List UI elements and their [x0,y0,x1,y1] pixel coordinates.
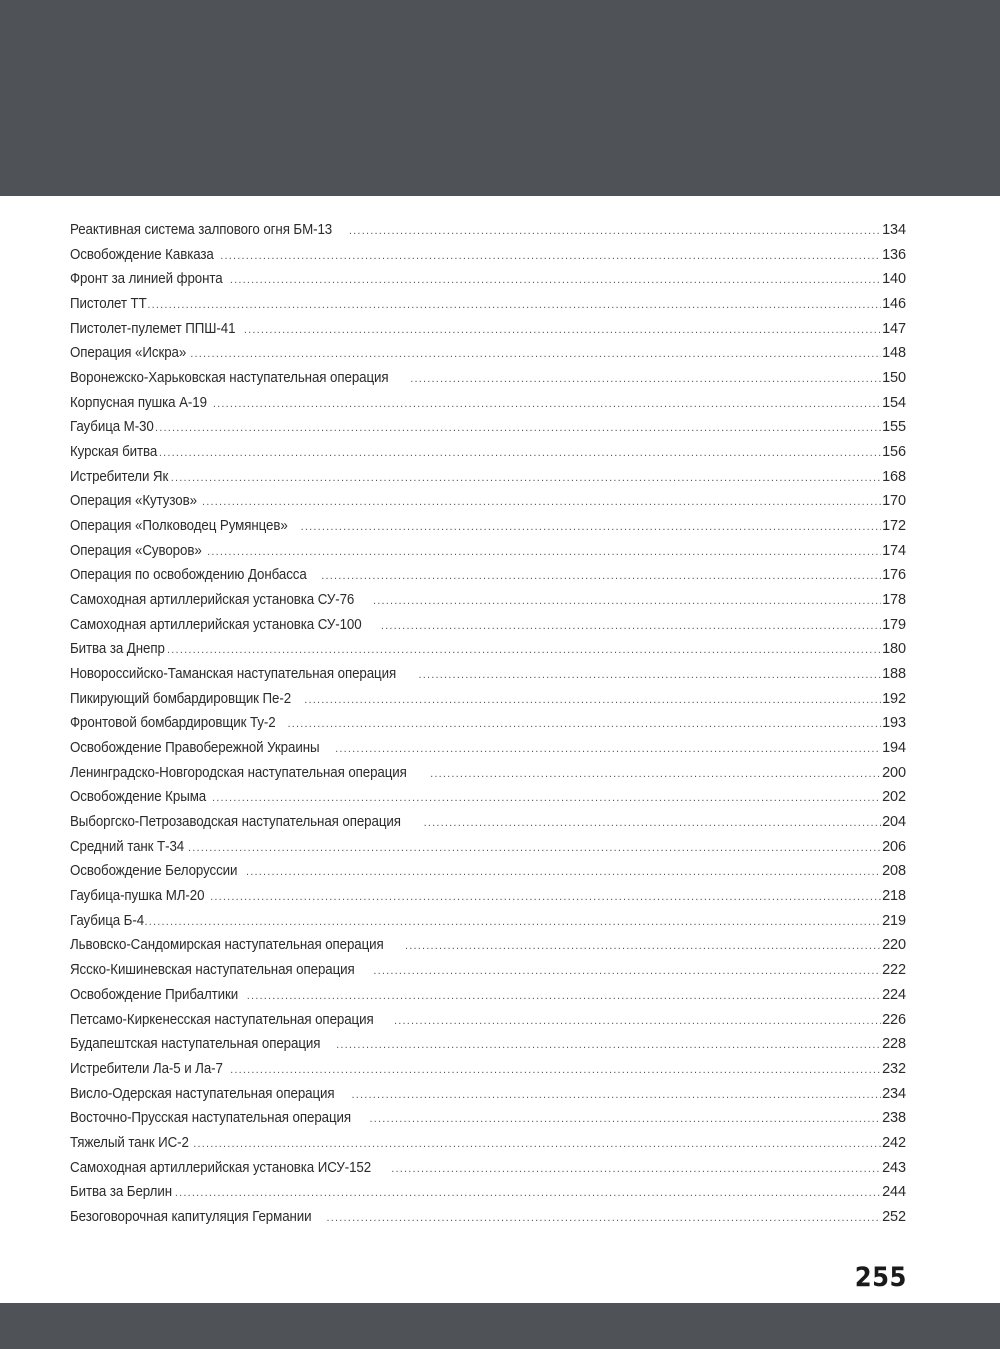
toc-dot-leader [147,299,881,311]
toc-entry-page: 200 [882,764,906,781]
toc-entry [70,469,906,494]
toc-entry-page: 202 [882,789,906,806]
toc-entry-page: 192 [882,690,906,707]
toc-dot-leader [246,866,881,878]
toc-entry-title: Самоходная артиллерийская установка СУ-76 [70,592,355,609]
toc-entry-page: 180 [882,641,906,658]
toc-dot-leader [430,768,881,780]
toc-entry [70,222,906,247]
toc-entry-page: 226 [882,1011,906,1028]
toc-entry-page: 219 [882,912,906,929]
toc-entry-page: 228 [882,1036,906,1053]
toc-entry-page: 244 [882,1184,906,1201]
toc-entry-page: 172 [882,518,906,535]
toc-entry-title: Освобождение Кавказа [70,246,214,263]
toc-entry-title: Пистолет ТТ [70,296,147,313]
toc-entry [70,641,906,666]
toc-entry [70,493,906,518]
toc-entry [70,691,906,716]
toc-entry-page: 155 [882,419,906,436]
toc-entry-title: Пистолет-пулемет ППШ-41 [70,320,236,337]
toc-entry [70,345,906,370]
toc-entry-title: Фронтовой бомбардировщик Ту-2 [70,715,276,732]
toc-entry-title: Будапештская наступательная операция [70,1036,321,1053]
toc-entry-title: Выборгско-Петрозаводская наступательная операция [70,814,401,831]
header-band [0,0,1000,196]
page-number: 255 [854,1262,907,1293]
toc-dot-leader [373,965,881,977]
toc-entry-page: 170 [882,493,906,510]
toc-entry-title: Пикирующий бомбардировщик Пе-2 [70,690,292,707]
toc-entry [70,666,906,691]
toc-dot-leader [301,521,882,533]
toc-entry-page: 156 [882,444,906,461]
toc-entry-title: Ленинградско-Новгородская наступательная операция [70,764,407,781]
toc-entry [70,987,906,1012]
toc-entry [70,740,906,765]
toc-entry-title: Висло-Одерская наступательная операция [70,1085,335,1102]
toc-entry [70,1086,906,1111]
toc-entry-title: Средний танк Т-34 [70,838,185,855]
toc-entry-page: 154 [882,394,906,411]
toc-dot-leader [159,447,881,459]
toc-dot-leader [321,570,881,582]
toc-entry [70,617,906,642]
toc-dot-leader [230,274,881,286]
toc-entry-page: 136 [882,246,906,263]
toc-entry-title: Новороссийско-Таманская наступательная операция [70,666,397,683]
toc-dot-leader [336,1039,881,1051]
toc-dot-leader [352,1089,882,1101]
toc-entry-page: 146 [882,296,906,313]
toc-entry-page: 234 [882,1085,906,1102]
toc-entry [70,395,906,420]
toc-dot-leader [287,718,881,730]
toc-entry-title: Битва за Днепр [70,641,165,658]
toc-dot-leader [193,1138,881,1150]
toc-entry-page: 147 [882,320,906,337]
toc-entry-title: Воронежско-Харьковская наступательная операция [70,370,389,387]
toc-entry-title: Битва за Берлин [70,1184,172,1201]
toc-entry [70,271,906,296]
toc-entry-page: 148 [882,345,906,362]
toc-entry-page: 206 [882,838,906,855]
toc-entry [70,419,906,444]
toc-entry-page: 194 [882,740,906,757]
toc-entry-page: 150 [882,370,906,387]
toc-entry [70,1110,906,1135]
toc-entry-page: 176 [882,567,906,584]
toc-entry-title: Тяжелый танк ИС-2 [70,1134,189,1151]
toc-entry-title: Истребители Як [70,468,169,485]
toc-entry-page: 204 [882,814,906,831]
toc-entry-page: 134 [882,222,906,238]
toc-entry-title: Операция по освобождению Донбасса [70,567,307,584]
toc-dot-leader [381,620,881,632]
toc-entry-title: Восточно-Прусская наступательная операция [70,1110,352,1127]
toc-entry-page: 252 [882,1208,906,1225]
toc-entry [70,789,906,814]
toc-entry-page: 232 [882,1060,906,1077]
toc-entry-page: 242 [882,1134,906,1151]
toc-dot-leader [212,792,881,804]
toc-dot-leader [230,1064,881,1076]
toc-dot-leader [410,373,881,385]
toc-entry [70,888,906,913]
toc-entry-title: Фронт за линией фронта [70,271,223,288]
toc-entry-title: Освобождение Белоруссии [70,863,238,880]
toc-entry-title: Операция «Кутузов» [70,493,197,510]
toc-entry-title: Освобождение Крыма [70,789,207,806]
toc-entry [70,1160,906,1185]
toc-entry-title: Петсамо-Киркенесская наступательная операция [70,1011,374,1028]
toc-dot-leader [188,842,881,854]
toc-entry-page: 193 [882,715,906,732]
toc-entry-page: 140 [882,271,906,288]
toc-entry-page: 178 [882,592,906,609]
toc-dot-leader [190,348,881,360]
toc-entry-title: Освобождение Правобережной Украины [70,740,320,757]
toc-entry [70,937,906,962]
toc-dot-leader [418,669,881,681]
toc-entry-title: Гаубица-пушка МЛ-20 [70,888,205,905]
toc-entry-title: Операция «Суворов» [70,542,202,559]
toc-entry [70,814,906,839]
toc-dot-leader [391,1163,881,1175]
toc-entry-title: Курская битва [70,444,158,461]
toc-entry-title: Освобождение Прибалтики [70,986,239,1003]
toc-entry [70,296,906,321]
toc-entry [70,1135,906,1160]
toc-dot-leader [207,546,881,558]
toc-dot-leader [144,916,881,928]
toc-entry-page: 224 [882,986,906,1003]
toc-entry [70,247,906,272]
toc-entry [70,1209,906,1234]
toc-entry [70,543,906,568]
toc-entry [70,1184,906,1209]
toc-dot-leader [167,644,881,656]
toc-entry-title: Истребители Ла-5 и Ла-7 [70,1060,223,1077]
toc-entry-title: Самоходная артиллерийская установка СУ-100 [70,616,362,633]
toc-entry [70,1061,906,1086]
toc-dot-leader [155,422,881,434]
toc-entry [70,962,906,987]
toc-entry-title: Львовско-Сандомирская наступательная операция [70,937,384,954]
toc-dot-leader [304,694,881,706]
toc-entry-title: Корпусная пушка А-19 [70,394,207,411]
table-of-contents [70,222,906,1234]
toc-entry-title: Операция «Искра» [70,345,187,362]
toc-dot-leader [247,990,881,1002]
toc-dot-leader [394,1015,881,1027]
toc-dot-leader [327,1212,882,1224]
toc-dot-leader [213,398,881,410]
toc-dot-leader [405,940,881,952]
toc-entry [70,567,906,592]
toc-entry-page: 243 [882,1159,906,1176]
footer-band [0,1303,1000,1349]
toc-entry-page: 168 [882,468,906,485]
toc-dot-leader [210,891,881,903]
toc-entry-title: Самоходная артиллерийская установка ИСУ-152 [70,1159,372,1176]
toc-entry-page: 220 [882,937,906,954]
toc-entry [70,715,906,740]
toc-entry [70,370,906,395]
toc-entry-title: Ясско-Кишиневская наступательная операция [70,962,355,979]
toc-entry-page: 188 [882,666,906,683]
toc-entry [70,592,906,617]
toc-dot-leader [244,324,881,336]
toc-entry [70,518,906,543]
toc-entry [70,839,906,864]
toc-entry-page: 218 [882,888,906,905]
toc-entry [70,444,906,469]
toc-entry [70,863,906,888]
toc-entry-title: Гаубица М-30 [70,419,154,436]
toc-entry-page: 208 [882,863,906,880]
toc-entry-title: Реактивная система залпового огня БМ-13 [70,222,333,238]
toc-dot-leader [369,1113,881,1125]
toc-entry-title: Безоговорочная капитуляция Германии [70,1208,312,1225]
toc-dot-leader [373,595,881,607]
toc-dot-leader [202,496,881,508]
toc-dot-leader [175,1187,881,1199]
toc-entry-title: Операция «Полководец Румянцев» [70,518,288,535]
toc-dot-leader [335,743,881,755]
toc-entry-title: Гаубица Б-4 [70,912,145,929]
toc-dot-leader [349,225,881,237]
toc-entry-page: 174 [882,542,906,559]
toc-dot-leader [424,817,881,829]
toc-entry [70,1012,906,1037]
toc-entry-page: 222 [882,962,906,979]
toc-entry [70,765,906,790]
toc-entry-page: 238 [882,1110,906,1127]
toc-dot-leader [171,472,881,484]
toc-entry [70,913,906,938]
toc-entry-page: 179 [882,616,906,633]
toc-entry [70,1036,906,1061]
toc-entry [70,321,906,346]
toc-dot-leader [220,250,881,262]
